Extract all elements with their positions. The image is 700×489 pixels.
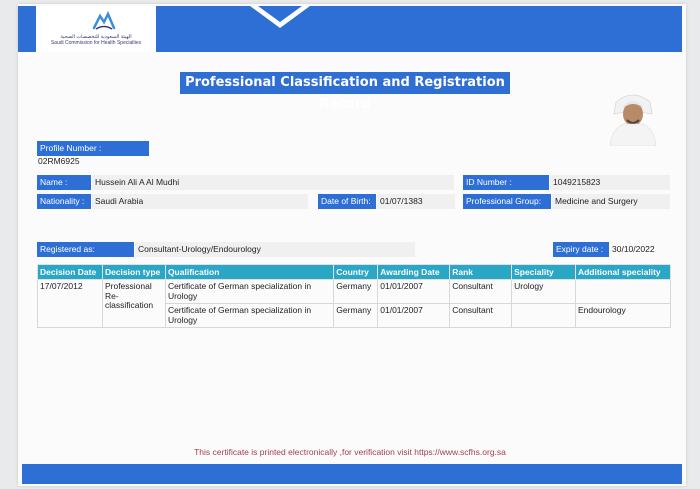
page-title: Professional Classification and Registration Record <box>180 72 510 94</box>
rank-cell: Consultant <box>450 280 512 304</box>
classification-table <box>37 264 671 328</box>
rank-cell: Consultant <box>450 304 512 328</box>
registered-as-label: Registered as: <box>37 242 134 257</box>
awarding-date-cell: 01/01/2007 <box>378 280 450 304</box>
profile-number-label: Profile Number : <box>37 141 149 156</box>
name-value: Hussein Ali A Al Mudhi <box>95 177 180 187</box>
qualification-cell: Certificate of German specialization in Urology <box>165 304 333 328</box>
nationality-value: Saudi Arabia <box>95 196 144 206</box>
professional-group-value: Medicine and Surgery <box>555 196 638 206</box>
awarding-date-cell: 01/01/2007 <box>378 304 450 328</box>
scfhs-logo-icon <box>90 10 118 32</box>
header-underline <box>156 48 682 51</box>
col-header-country: Country <box>334 265 378 280</box>
col-header-rank: Rank <box>450 265 512 280</box>
id-number-value: 1049215823 <box>553 177 601 187</box>
col-header-additional-speciality: Additional speciality <box>575 265 670 280</box>
speciality-cell: Urology <box>512 280 576 304</box>
col-header-decision-type: Decision type <box>102 265 165 280</box>
name-label: Name : <box>37 175 91 190</box>
registered-as-value: Consultant-Urology/Endourology <box>138 244 261 254</box>
table-row <box>38 280 671 304</box>
header-chevron-notch <box>250 6 310 30</box>
decision-type-cell: Professional Re-classification <box>102 280 165 328</box>
expiry-date-value: 30/10/2022 <box>612 244 655 254</box>
professional-group-label: Professional Group: <box>463 194 551 209</box>
col-header-awarding-date: Awarding Date <box>378 265 450 280</box>
col-header-decision-date: Decision Date <box>38 265 103 280</box>
table-header-row <box>38 265 671 280</box>
profile-number-value: 02RM6925 <box>38 156 80 166</box>
decision-date-cell: 17/07/2012 <box>38 280 103 328</box>
qualification-cell: Certificate of German specialization in Urology <box>165 280 333 304</box>
verification-note: This certificate is printed electronically ,for verification visit https://www.scfhs.org.sa <box>194 447 506 457</box>
col-header-qualification: Qualification <box>165 265 333 280</box>
additional-speciality-cell <box>575 280 670 304</box>
id-number-label: ID Number : <box>463 175 549 190</box>
dob-value: 01/07/1383 <box>380 196 423 206</box>
scfhs-logo <box>36 6 156 52</box>
additional-speciality-cell: Endourology <box>575 304 670 328</box>
footer-band <box>22 464 682 484</box>
dob-label: Date of Birth: <box>318 194 376 209</box>
profile-photo <box>602 84 664 146</box>
logo-text-arabic: الهيئة السعودية للتخصصات الصحية <box>60 34 132 40</box>
logo-text-english: Saudi Commission for Health Specialties <box>50 40 142 46</box>
col-header-speciality: Speciality <box>512 265 576 280</box>
speciality-cell <box>512 304 576 328</box>
logo-text <box>44 34 148 46</box>
nationality-label: Nationality : <box>37 194 91 209</box>
country-cell: Germany <box>334 304 378 328</box>
country-cell: Germany <box>334 280 378 304</box>
expiry-date-label: Expiry date : <box>553 242 609 257</box>
